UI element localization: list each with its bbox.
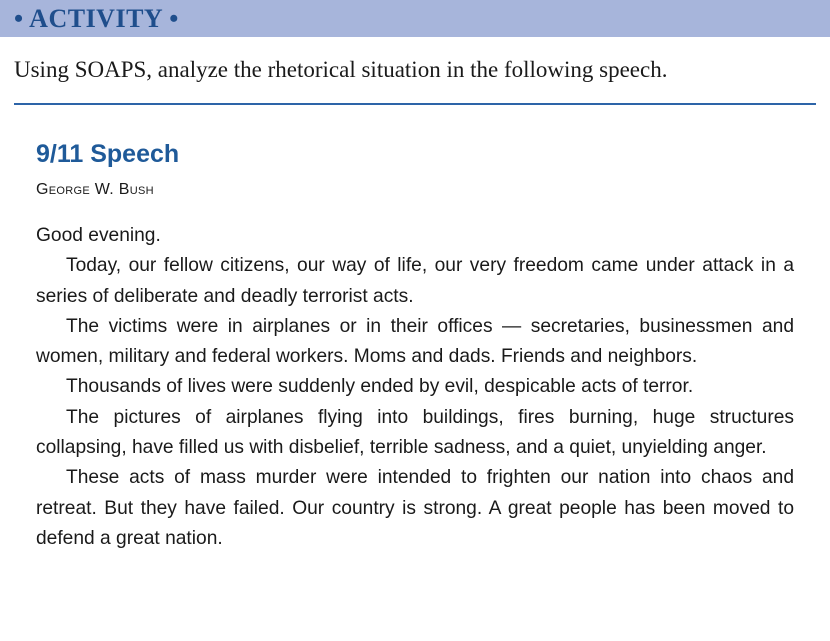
speech-paragraph: Good evening.: [36, 225, 161, 246]
divider-rule: [14, 103, 816, 105]
activity-heading: • ACTIVITY •: [14, 4, 179, 33]
speech-paragraph: Thousands of lives were suddenly ended by evil, despicable acts of terror.: [66, 376, 694, 398]
speech-paragraph: The victims were in airplanes or in their offices — secretaries, businessmen and women, military and federal workers. Moms and dads. Friends and neighbors.: [36, 315, 794, 368]
speech-author: George W. Bush: [36, 181, 154, 198]
instruction-text: Using SOAPS, analyze the rhetorical situation in the following speech.: [14, 57, 668, 82]
speech-paragraph: The pictures of airplanes flying into buildings, fires burning, huge structures collapsing, have filled us with disbelief, terrible sadness, and a quiet, unyielding anger.: [36, 406, 794, 459]
activity-banner: [0, 0, 830, 37]
speech-paragraph: These acts of mass murder were intended to frighten our nation into chaos and retreat. But they have failed. Our country is strong. A great people has been moved to defend a great nation.: [36, 467, 794, 549]
speech-body: [36, 221, 794, 554]
speech-title: 9/11 Speech: [36, 140, 180, 168]
speech-paragraph: Today, our fellow citizens, our way of life, our very freedom came under attack in a series of deliberate and deadly terrorist acts.: [36, 255, 794, 307]
